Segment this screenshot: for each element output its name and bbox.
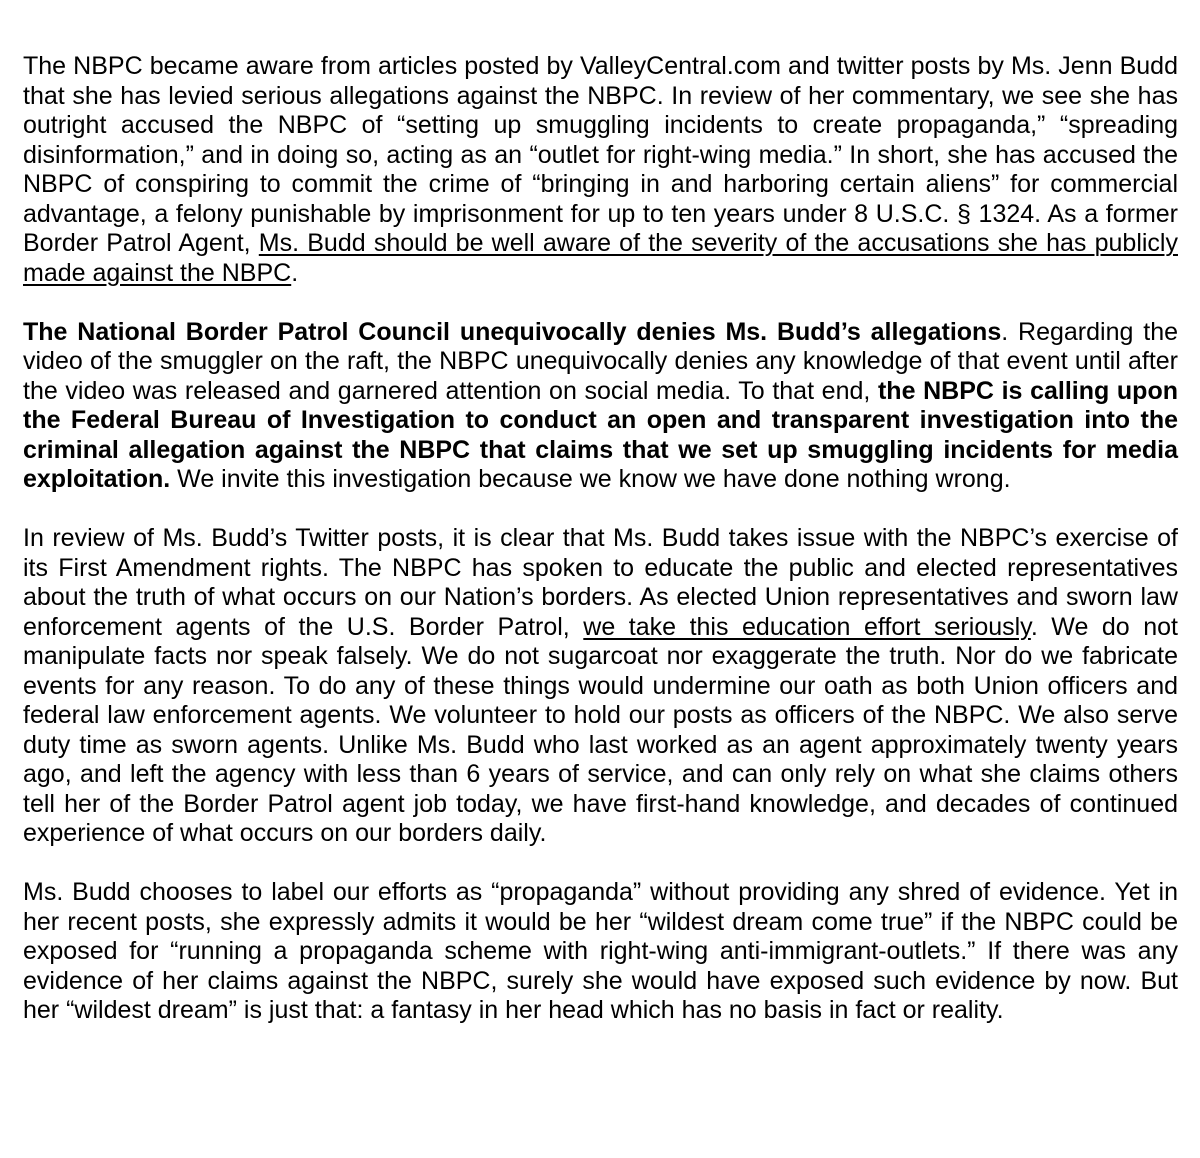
paragraph-2: [23, 318, 1178, 495]
paragraph-3: [23, 524, 1178, 849]
paragraph-2-bold-statement: the NBPC is calling upon the Federal Bureau of Investigation to conduct an open and transparent investigation into the criminal allegation against the NBPC that claims that we set up smuggling incidents for media exploitation.: [23, 376, 1178, 493]
paragraph-3-underlined-text: we take this education effort seriously: [583, 612, 1031, 641]
paragraph-2-end: We invite this investigation because we know we have done nothing wrong.: [170, 465, 1011, 493]
paragraph-2-bold-heading: The National Border Patrol Council unequivocally denies Ms. Budd’s allegations: [23, 317, 1002, 346]
paragraph-3-end: . We do not manipulate facts nor speak falsely. We do not sugarcoat nor exaggerate the truth. Nor do we fabricate events for any reason. To do any of these things would undermine our oath as both Union officers and federal law enforcement agents. We volunteer to hold our posts as officers of the NBPC. We also serve duty time as sworn agents. Unlike Ms. Budd who last worked as an agent approximately twenty years ago, and left the agency with less than 6 years of service, and can only rely on what she claims others tell her of the Border Patrol agent job today, we have first-hand knowledge, and decades of continued experience of what occurs on our borders daily.: [23, 612, 1178, 847]
paragraph-1-end: .: [291, 258, 299, 287]
document-body: [23, 52, 1178, 1026]
paragraph-4-text: Ms. Budd chooses to label our efforts as “propaganda” without providing any shred of evidence. Yet in her recent posts, she expressly admits it would be her “wildest dream come true” if the NBPC could be exposed for “running a propaganda scheme with right-wing anti-immigrant-outlets.” If there was any evidence of her claims against the NBPC, surely she would have exposed such evidence by now. But her “wildest dream” is just that: a fantasy in her head which has no basis in fact or reality.: [23, 878, 1178, 1024]
paragraph-4: [23, 878, 1178, 1026]
paragraph-1-text: The NBPC became aware from articles posted by ValleyCentral.com and twitter posts by Ms. Jenn Budd that she has levied serious allegations against the NBPC. In review of her commentary, we see she has outright accused the NBPC of “setting up smuggling incidents to create propaganda,” “spreading disinformation,” and in doing so, acting as an “outlet for right-wing media.” In short, she has accused the NBPC of conspiring to commit the crime of “bringing in and harboring certain aliens” for commercial advantage, a felony punishable by imprisonment for up to ten years under 8 U.S.C. § 1324. As a former Border Patrol Agent,: [23, 52, 1178, 257]
paragraph-1: [23, 52, 1178, 288]
paragraph-1-underlined-text: Ms. Budd should be well aware of the severity of the accusations she has publicly made against the NBPC: [23, 229, 1178, 287]
paragraph-3-text: In review of Ms. Budd’s Twitter posts, it is clear that Ms. Budd takes issue with the NBPC’s exercise of its First Amendment rights. The NBPC has spoken to educate the public and elected representatives about the truth of what occurs on our Nation’s borders. As elected Union representatives and sworn law enforcement agents of the U.S. Border Patrol,: [23, 524, 1178, 641]
paragraph-2-text: . Regarding the video of the smuggler on the raft, the NBPC unequivocally denies any knowledge of that event until after the video was released and garnered attention on social media. To that end,: [23, 317, 1179, 405]
